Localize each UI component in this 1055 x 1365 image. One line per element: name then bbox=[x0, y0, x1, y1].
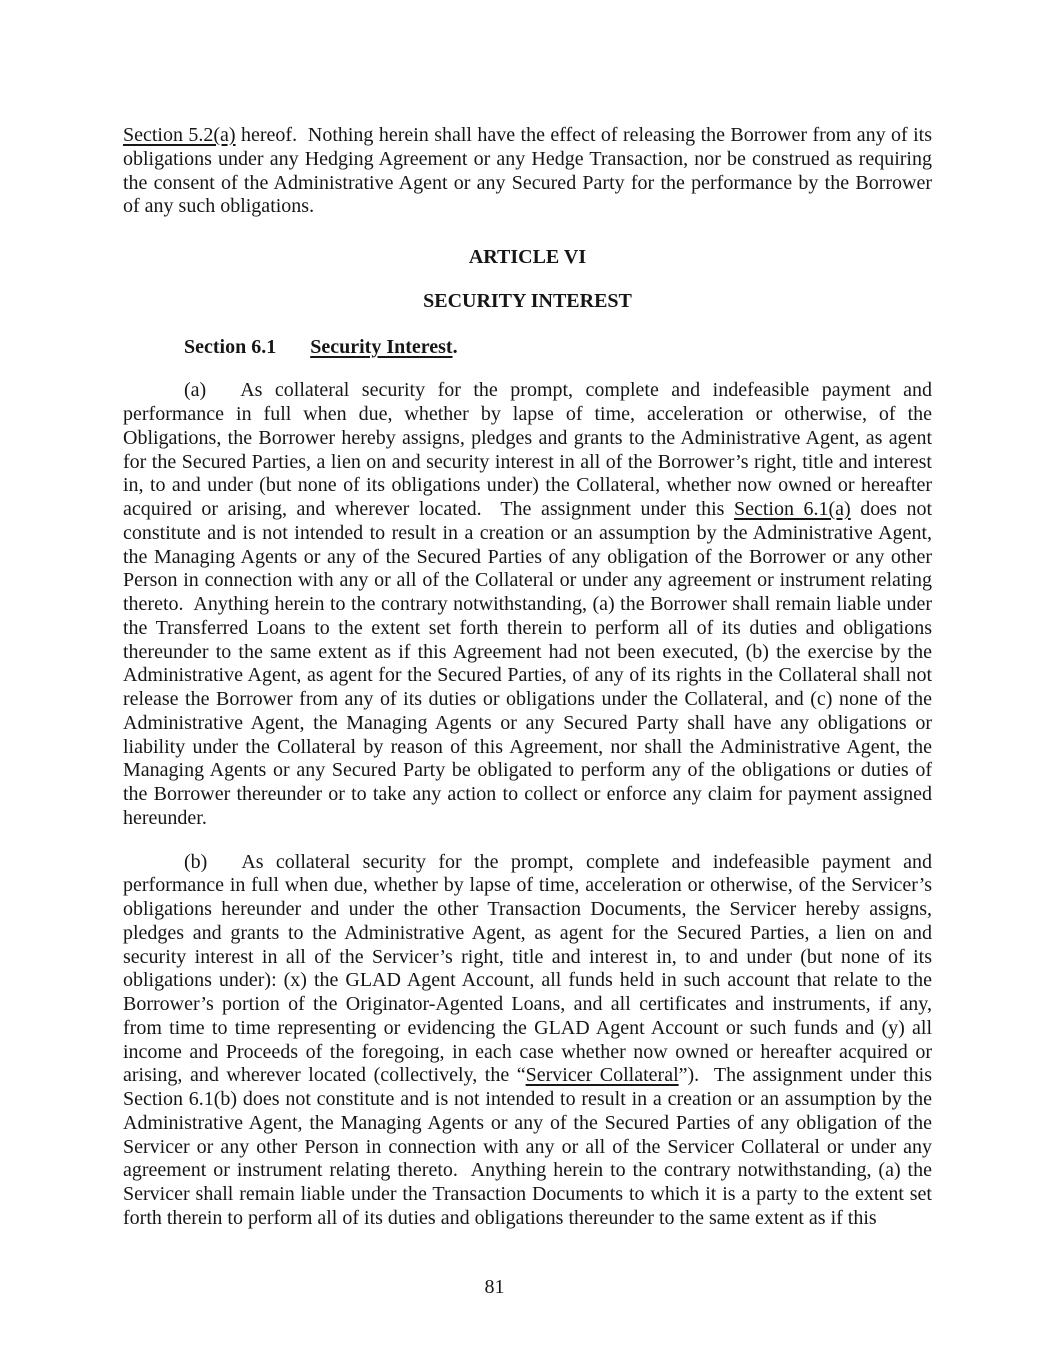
paragraph-a bbox=[123, 379, 938, 830]
underlined-text-run: Servicer Collateral bbox=[525, 1064, 679, 1087]
text-run: does not constitute and is not intended to result in a creation or an assumption by the Administrative Agent, the Managing Agents or any of the Secured Parties of any obligation of the Borrower or any other Person in connection with any or all of the Collateral or under any agreement or instrument relating thereto. Anything herein to the contrary notwithstanding, (a) the Borrower shall remain liable under the Transferred Loans to the extent set forth therein to perform all of its duties and obligations thereunder to the same extent as if this Agreement had not been executed, (b) the exercise by the Administrative Agent, as agent for the Secured Parties, of any of its rights in the Collateral shall not release the Borrower from any of its duties or obligations under the Collateral, and (c) none of the Administrative Agent, the Managing Agents or any Secured Party shall have any obligations or liability under the Collateral by reason of this Agreement, nor shall the Administrative Agent, the Managing Agents or any Secured Party be obligated to perform any of the obligations or duties of the Borrower thereunder or to take any action to collect or enforce any claim for payment assigned hereunder. bbox=[123, 498, 938, 829]
text-run: Section 6.1 bbox=[184, 335, 277, 358]
security-interest-heading: SECURITY INTEREST bbox=[423, 289, 632, 312]
section-6-1-heading bbox=[123, 336, 932, 360]
text-run: . bbox=[452, 335, 458, 358]
text-run: (b) bbox=[184, 850, 208, 873]
page-number: 81 bbox=[484, 1276, 505, 1298]
underlined-text-run: Section 6.1(a) bbox=[733, 498, 851, 520]
text-run: ”). The assignment under this Section 6.1(b) does not constitute and is not intended to result in a creation or an assumption by the Administrative Agent, the Managing Agents or any of the Secured Parties of any obligation of the Servicer or any other Person in connection with any or all of the Servicer Collateral or under any agreement or instrument relating thereto. Anything herein to the contrary notwithstanding, (a) the Servicer shall remain liable under the Transaction Documents to which it is a party to the extent set forth therein to perform all of its duties and obligations thereunder to the same extent as if this bbox=[123, 1064, 937, 1229]
underlined-text-run: Section 5.2(a) bbox=[123, 124, 236, 146]
text-run: (a) bbox=[184, 379, 207, 402]
continuation-paragraph bbox=[123, 124, 937, 219]
underlined-text-run: Security Interest bbox=[310, 335, 453, 358]
text-run: As collateral security for the prompt, complete and indefeasible payment and performance in full when due, whether by lapse of time, acceleration or otherwise, of the Obligations, the Borrower hereby assigns, pledges and grants to the Administrative Agent, as agent for the Secured Parties, a lien on and security interest in all of the Borrower’s right, title and interest in, to and under (but none of its obligations under) the Collateral, whether now owned or hereafter acquired or arising, and wherever located. The assignment under this bbox=[123, 379, 937, 520]
article-heading: ARTICLE VI bbox=[468, 246, 587, 268]
text-run: hereof. Nothing herein shall have the effect of releasing the Borrower from any of its obligations under any Hedging Agreement or any Hedge Transaction, nor be construed as requiring the consent of the Administrative Agent or any Secured Party for the performance by the Borrower of any such obligations. bbox=[123, 124, 937, 218]
paragraph-b bbox=[123, 850, 937, 1231]
text-run: As collateral security for the prompt, complete and indefeasible payment and performance in full when due, whether by lapse of time, acceleration or otherwise, of the Servicer’s obligations hereunder and under the other Transaction Documents, the Servicer hereby assigns, pledges and grants to the Administrative Agent, as agent for the Secured Parties, a lien on and security interest in all of the Servicer’s right, title and interest in, to and under (but none of its obligations under): (x) the GLAD Agent Account, all funds held in such account that relate to the Borrower’s portion of the Originator-Agented Loans, and all certificates and instruments, if any, from time to time representing or evidencing the GLAD Agent Account or such funds and (y) all income and Proceeds of the foregoing, in each case whether now owned or hereafter acquired or arising, and wherever located (collectively, the “ bbox=[123, 850, 937, 1087]
